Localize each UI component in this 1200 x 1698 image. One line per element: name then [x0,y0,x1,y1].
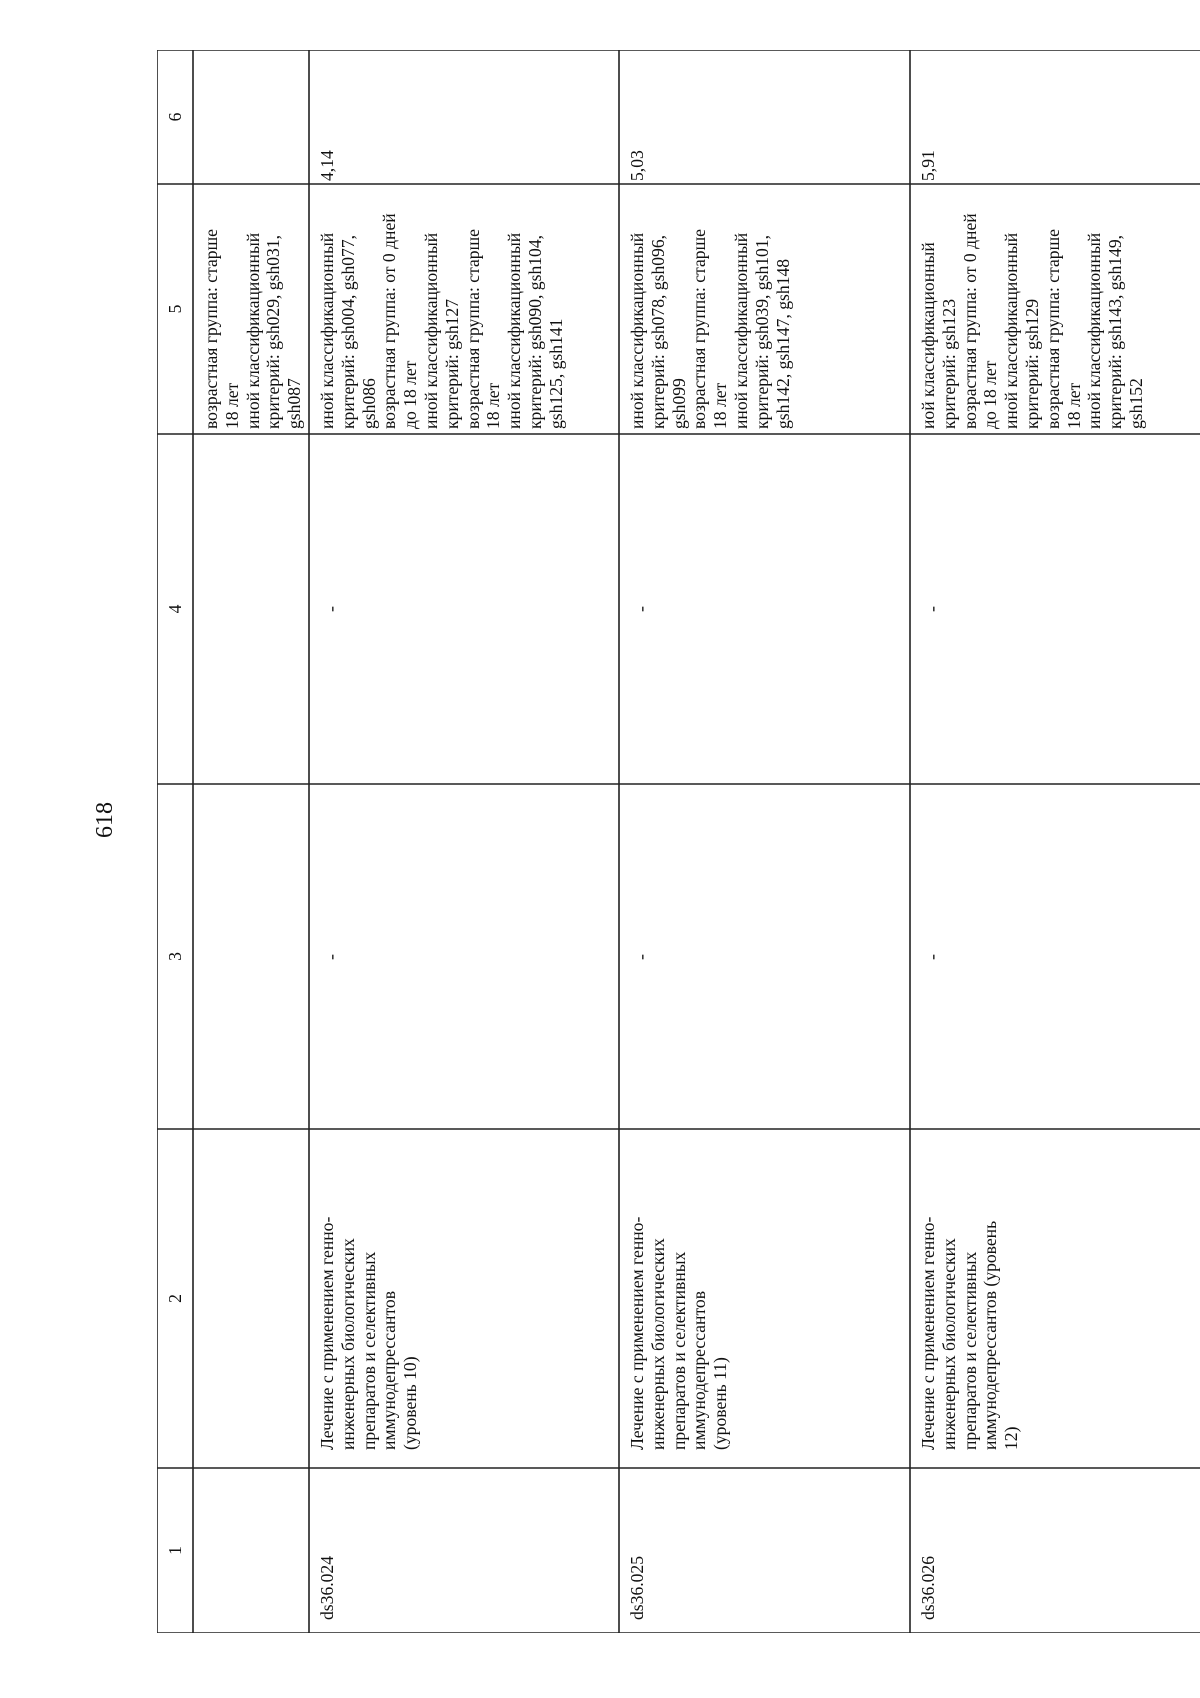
header-col-6: 6 [165,112,185,122]
header-col-1: 1 [165,1546,185,1555]
row-name: Лечение с применением генно- инженерных биологических препаратов и селективных иммунодепрессантов (уровень 12) [918,1216,1022,1450]
header-col-5: 5 [165,304,185,314]
row-name: Лечение с применением генно- инженерных биологических препаратов и селективных иммунодепрессантов (уровень 10) [317,1216,421,1450]
row-code: ds36.024 [317,1555,337,1620]
row-name: Лечение с применением генно- инженерных биологических препаратов и селективных иммунодепрессантов (уровень 11) [627,1216,731,1450]
row-coefficient: 4,14 [317,150,337,181]
row-criteria: иной классификационный критерий: gsh004, gsh077, gsh086 возрастная группа: от 0 дней до 18 лет иной классификационный критерий: gsh127 возрастная группа: старше 18 лет иной классификационный критерий: gsh090, gsh104, gsh125, gsh141 [317,213,566,429]
row-col3-dash: - [631,954,651,960]
row-col4-dash: - [631,606,651,612]
row-criteria: иной классификационный критерий: gsh078, gsh096, gsh099 возрастная группа: старше 18 лет иной классификационный критерий: gsh039, gsh101, gsh142, gsh147, gsh148 [627,229,793,429]
header-col-4: 4 [165,604,185,614]
row-coefficient: 5,91 [918,150,938,181]
row-criteria: иой классификационный критерий: gsh123 возрастная группа: от 0 дней до 18 лет иной классификационный критерий: gsh129 возрастная группа: старше 18 лет иной классификационный критерий: gsh143, gsh149, gsh152 [918,213,1146,429]
row-col4-dash: - [922,606,942,612]
row-col3-dash: - [321,954,341,960]
continuation-criteria: возрастная группа: старше 18 лет иной классификационный критерий: gsh029, gsh031, gsh087 [201,229,305,429]
header-col-2: 2 [165,1294,185,1303]
row-col4-dash: - [321,606,341,612]
header-col-3: 3 [165,952,185,961]
page-number: 618 [92,802,118,838]
row-code: ds36.025 [627,1555,647,1620]
rotated-table [157,112,1200,1633]
row-code: ds36.026 [918,1555,938,1620]
row-col3-dash: - [922,954,942,960]
row-coefficient: 5,03 [627,150,647,181]
